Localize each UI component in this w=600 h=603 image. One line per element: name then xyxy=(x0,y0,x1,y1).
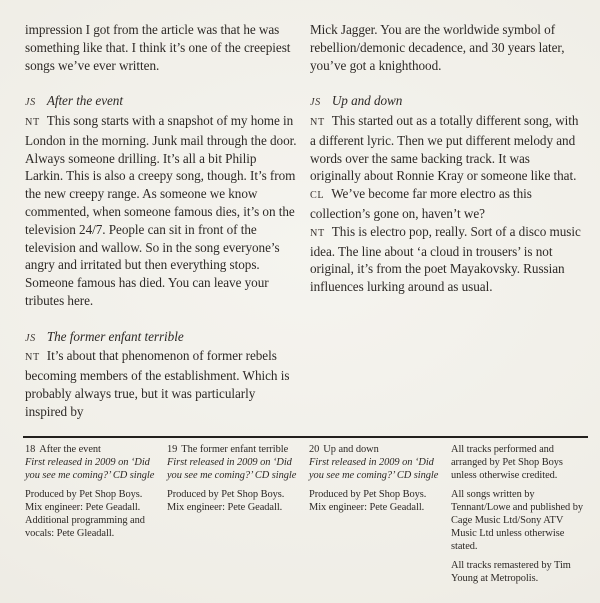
paragraph-text: Mick Jagger. You are the worldwide symbol of rebellion/demonic decadence, and 30 years later, you’ve got a knighthood. xyxy=(310,22,565,73)
section-heading xyxy=(25,92,297,112)
note-paragraph: All tracks performed and arranged by Pet Shop Boys unless otherwise credited. xyxy=(451,444,563,481)
credits-divider xyxy=(23,436,588,438)
paragraph xyxy=(25,347,297,420)
paragraph xyxy=(25,21,297,74)
track-title: After the event xyxy=(39,444,101,455)
speaker-label: NT xyxy=(25,116,40,128)
track-title: The former enfant terrible xyxy=(181,444,289,455)
paragraph xyxy=(25,112,297,310)
credit-text: Produced by Pet Shop Boys. Mix engineer: Pete Geadall. Additional programming and vocals: Pete Gleadall. xyxy=(25,489,145,539)
track-title: Up and down xyxy=(323,444,379,455)
section-heading xyxy=(25,328,297,348)
heading-title: After the event xyxy=(46,93,123,109)
paragraph xyxy=(310,185,582,223)
paragraph-text: We’ve become far more electro as this collection’s gone on, haven’t we? xyxy=(310,186,532,221)
track-number: 18 xyxy=(25,444,36,455)
paragraph-text: This song starts with a snapshot of my home in London in the morning. Junk mail through the door. Always someone drilling. It’s all a bit Philip Larkin. This is also a creepy song, though. It’s from the new creepy range. As someone we know commented, when someone famous dies, it’s on the television 24/7. People can sit in front of the television and wallow. So in the song everyone’s angry and irritated but then everything stops. Someone famous has died. You can leave your tributes here. xyxy=(25,112,297,308)
track-title-line xyxy=(25,443,161,456)
speaker-label: NT xyxy=(310,227,325,239)
speaker-label: NT xyxy=(310,116,325,128)
paragraph xyxy=(310,112,582,185)
speaker-label: CL xyxy=(310,190,325,202)
speaker-label: JS xyxy=(25,97,36,109)
speaker-label: JS xyxy=(25,332,36,344)
release-note: First released in 2009 on ‘Did you see me coming?’ CD single xyxy=(25,457,155,481)
interview-text xyxy=(25,21,582,435)
heading-title: Up and down xyxy=(331,93,403,109)
heading-title: The former enfant terrible xyxy=(46,328,184,344)
track-title-line xyxy=(167,443,303,456)
track-number: 20 xyxy=(309,444,320,455)
paragraph-text: This is electro pop, really. Sort of a disco music idea. The line about ‘a cloud in trousers’ is not original, it’s from the poet Mayakovsky. Russian influences lurking around as usual. xyxy=(310,223,581,295)
note-paragraph: All songs written by Tennant/Lowe and published by Cage Music Ltd/Sony ATV Music Ltd unless otherwise stated. xyxy=(451,489,584,552)
credit-text: Produced by Pet Shop Boys. Mix engineer: Pete Geadall. xyxy=(309,489,427,513)
track-number: 19 xyxy=(167,444,178,455)
paragraph-text: impression I got from the article was that he was something like that. I think it’s one of the creepiest songs we’ve ever written. xyxy=(25,22,291,73)
paragraph-text: This started out as a totally different song, with a different lyric. Then we put different melody and words over the same backing track. It was originally about Ronnie Kray or someone like that. xyxy=(310,112,579,184)
track-credit-20 xyxy=(309,443,445,591)
paragraph xyxy=(310,223,582,296)
release-note: First released in 2009 on ‘Did you see me coming?’ CD single xyxy=(167,457,297,481)
speaker-label: NT xyxy=(25,352,40,364)
paragraph xyxy=(310,21,582,74)
note-paragraph: All tracks remastered by Tim Young at Metropolis. xyxy=(451,560,571,584)
track-credit-18 xyxy=(25,443,161,591)
general-notes xyxy=(451,443,586,591)
section-heading xyxy=(310,92,582,112)
speaker-label: JS xyxy=(310,97,321,109)
text-column-left xyxy=(25,21,297,435)
credits-section xyxy=(25,443,588,591)
text-column-right xyxy=(310,21,582,435)
track-credit-19 xyxy=(167,443,303,591)
track-title-line xyxy=(309,443,445,456)
release-note: First released in 2009 on ‘Did you see me coming?’ CD single xyxy=(309,457,439,481)
credit-text: Produced by Pet Shop Boys. Mix engineer: Pete Geadall. xyxy=(167,489,285,513)
paragraph-text: It’s about that phenomenon of former rebels becoming members of the establishment. Which is probably always true, but it was particularly inspired by xyxy=(25,348,290,419)
